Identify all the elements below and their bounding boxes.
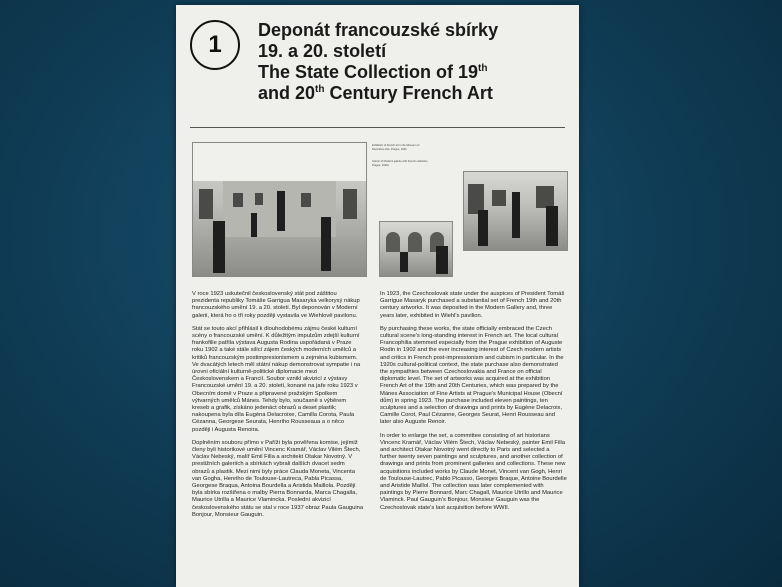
english-text-column	[380, 291, 567, 518]
czech-paragraph: V roce 1923 uskutečnil československý stát pod záštitou prezidenta republiky Tomáše Garrigua Masaryka velkorysý nákup francouzského umění 19. a 20. století. Byl deponován v Moderní galerii, která ho o tři roky později vystavila ve Wiehlově pavilonu.	[192, 291, 360, 319]
section-number-badge	[190, 20, 240, 70]
title-cz-line1: Deponát francouzské sbírky	[258, 20, 499, 40]
title-cz-line2: 19. a 20. století	[258, 41, 387, 61]
title-divider	[190, 127, 565, 128]
photo-arcade-room	[379, 221, 453, 277]
caption-photo-1: Exhibition of French art in the Museum of Decorative Arts, Prague, 1923	[372, 144, 420, 151]
english-paragraph: In order to enlarge the set, a committee consisting of art historians Vincenc Kramář, Václav Vilém Štech, Václav Nebeský, painter Emil Filla and architect Otakar Novotný went directly to Paris and selected a further twenty seven paintings and sculptures, and another collection of drawings and prints from prominent galleries and collections. These new acquisitions included works by Claude Monet, Vincent van Gogh, Henri de Toulouse-Lautrec, Pablo Picasso, Georges Braque, Antoine Bourdelle and Aristide Maillol. The collection was later complemented with paintings by Pierre Bonnard, Marc Chagall, Maurice Utrillo and Maurice Vlaminck. Paul Gauguin's Bonjour, Monsieur Gauguin was the Czechoslovak state's last acquisition before WWII.	[380, 432, 567, 511]
photo-gallery-hall	[192, 142, 367, 277]
photo-sculpture-room	[463, 171, 568, 251]
exhibition-panel	[176, 5, 579, 587]
section-number: 1	[208, 31, 222, 58]
caption-photo-2: Interior of Moderní galerie with French collection, Prague, 1920s	[372, 160, 429, 167]
title-en-line2: and 20th Century French Art	[258, 83, 493, 103]
czech-paragraph: Doplněním souboru přímo v Paříži byla pověřena komise, jejímiž členy byli historikové umění Vincenc Kramář, Václav Vilém Štech, Václav Nebeský, malíř Emil Filla a architekt Otakar Novotný. V prestižních galeriích a sbírkách vybrali dalších dvacet sedm obrazů a plastik. Mezi nimi byly práce Clauda Moneta, Vincenta van Gogha, Henriho de Toulouse-Lautreca, Pabla Picassa, Georgese Braqua, Antoina Bourdella a Aristida Maillola. Později byla sbírka rozšířena o malby Pierra Bonnarda, Marca Chagalla, Maurice Utrilla a Maurice Vlamincka. Poslední akvizicí československého státu se stal v roce 1937 obraz Paula Gauguina Bonjour, Monsieur Gauguin.	[192, 439, 364, 518]
czech-paragraph: Stát se touto akcí přihlásil k dlouhodobému zájmu české kulturní scény o francouzské umění. K důležitým impulzům zdejší kulturní frankofilie patřila výstava Augusta Rodina uspořádaná v Praze roku 1902 a také stále silící zájem českých moderních umělců a kritiků francouzským postimpresionismem a zejména kubismem. Ve dvacátých letech měl státní nákup demonstrovat sympatie i na úrovni oficiální kulturně-politické diplomacie mezi Československem a Francií. Soubor vznikl akvizicí z výstavy Francouzské umění 19. a 20. století, konané na jaře roku 1923 v Obecním domě v Praze a připravené pražským Spolkem výtvarných umělců Mánes. Tehdy bylo, současně s výběrem kreseb a grafik, získáno jedenáct obrazů a deset plastik; nakoupena byla díla Eugèna Delacroixe, Camilla Corota, Paula Cézanna, Georgese Seurata, Henriho Rousseaua a o něco později i Augusta Renoira.	[192, 325, 361, 433]
panel-title	[258, 20, 568, 104]
title-en-line1: The State Collection of 19th	[258, 62, 488, 82]
czech-text-column	[192, 291, 364, 525]
english-paragraph: In 1923, the Czechoslovak state under the auspices of President Tomáš Garrigue Masaryk purchased a substantial set of French 19th and 20th century artworks. It was deposited in the Modern Gallery and, three years later, exhibited in Wiehl's pavilion.	[380, 291, 565, 319]
english-paragraph: By purchasing these works, the state officially embraced the Czech cultural scene's long-standing interest in French art. The local cultural Francophilia stemmed especially from the Prague exhibition of Auguste Rodin in 1902 and the ever increasing interest of Czech modern artists and critics in French post-impressionism and cubism in particular. In the 1920s cultural-political context, the state purchase also demonstrated the sympathies between Czechoslovakia and France on official diplomatic level. The set of artworks was acquired at the exhibition French Art of the 19th and 20th Centuries, which was prepared by the Mánes Association of Fine Artists at Prague's Municipal House (Obecní dům) in spring 1923. The purchase included eleven paintings, ten sculptures and a selection of drawings and prints by Eugène Delacroix, Camille Corot, Paul Cézanne, Georges Seurat, Henri Rousseau and later also Auguste Renoir.	[380, 325, 564, 426]
